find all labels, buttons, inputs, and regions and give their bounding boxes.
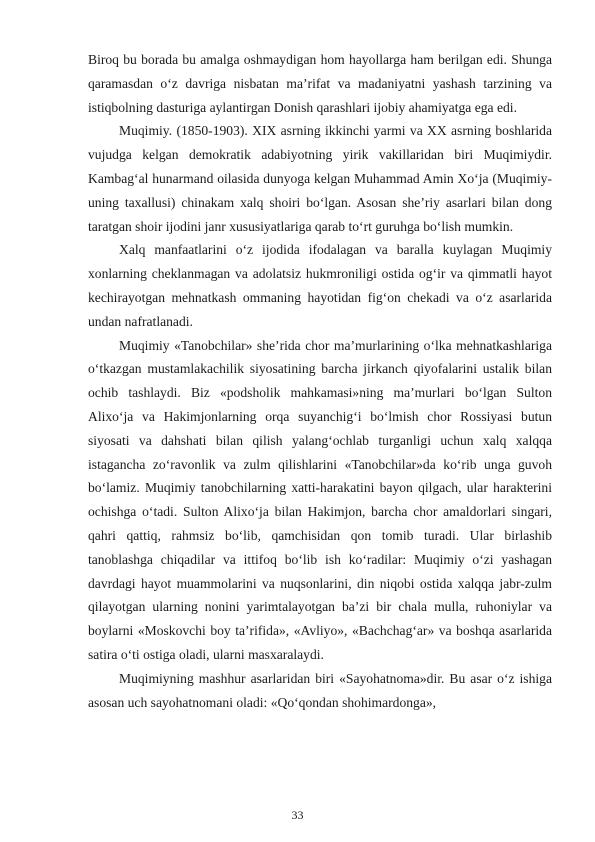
page-number: 33	[291, 808, 304, 822]
paragraph-3: Xalq manfaatlarini o‘z ijodida ifodalagan va baralla kuylagan Muqimiy xonlarning cheklanmagan va adolatsiz hukmroniligi ostida og‘ir va qimmatli hayot kechirayotgan mehnatkash ommaning hayotidan fig‘on chekadi va o‘z asarlarida undan nafratlanadi.	[88, 242, 552, 329]
paragraph-4: Muqimiy «Tanobchilar» she’rida chor ma’murlarining o‘lka mehnatkashlariga o‘tkazgan mustamlakachilik siyosatining barcha jirkanch qiyofalarini ustalik bilan ochib tashlaydi. Biz «podsholik mahkamasi»ning ma’murlari bo‘lgan Sulton Alixo‘ja va Hakimjonlarning orqa suyanchig‘i bo‘lmish chor Rossiyasi butun siyosati va dahshati bilan qilish yalang‘ochlab turganligi uchun xalq xalqqa istagancha zo‘ravonlik va zulm qilishlarini «Tanobchilar»da ko‘rib unga guvoh bo‘lamiz. Muqimiy tanobchilarning xatti-harakatini bayon qilgach, ular harakterini ochishga o‘tadi. Sulton Alixo‘ja bilan Hakimjon, barcha chor amaldorlari singari, qahri qattiq, rahmsiz bo‘lib, qamchisidan qon tomib turadi. Ular birlashib tanoblashga chiqadilar va ittifoq bo‘lib ish ko‘radilar: Muqimiy o‘zi yashagan davrdagi hayot muammolarini va nuqsonlarini, din niqobi ostida xalqqa jabr-zulm qilayotgan ularning nonini yarimtalayotgan ba’zi bir chala mulla, ruhoniylar va boylarni «Moskovchi boy ta’rifida», «Avliyo», «Bachchag‘ar» va boshqa asarlarida satira o‘ti ostiga oladi, ularni masxaralaydi.	[88, 337, 552, 662]
document-page	[88, 48, 552, 714]
paragraph-5: Muqimiyning mashhur asarlaridan biri «Sayohatnoma»dir. Bu asar o‘z ishiga asosan uch sayohatnomani oladi: «Qo‘qondan shohimardonga»,	[88, 670, 552, 710]
paragraph-1: Biroq bu borada bu amalga oshmaydigan hom hayollarga ham berilgan edi. Shunga qaramasdan o‘z davriga nisbatan ma’rifat va madaniyatni yashash tarzining va istiqbolning dasturiga aylantirgan Donish qarashlari ijobiy ahamiyatga ega edi.	[88, 52, 552, 115]
paragraph-2: Muqimiy. (1850-1903). XIX asrning ikkinchi yarmi va XX asrning boshlarida vujudga kelgan demokratik adabiyotning yirik vakillaridan biri Muqimiydir. Kambag‘al hunarmand oilasida dunyoga kelgan Muhammad Amin Xo‘ja (Muqimiy-uning taxallusi) chinakam xalq shoiri bo‘lgan. Asosan she’riy asarlari bilan dong taratgan shoir ijodini janr xususiyatlariga qarab to‘rt guruhga bo‘lish mumkin.	[88, 123, 552, 234]
